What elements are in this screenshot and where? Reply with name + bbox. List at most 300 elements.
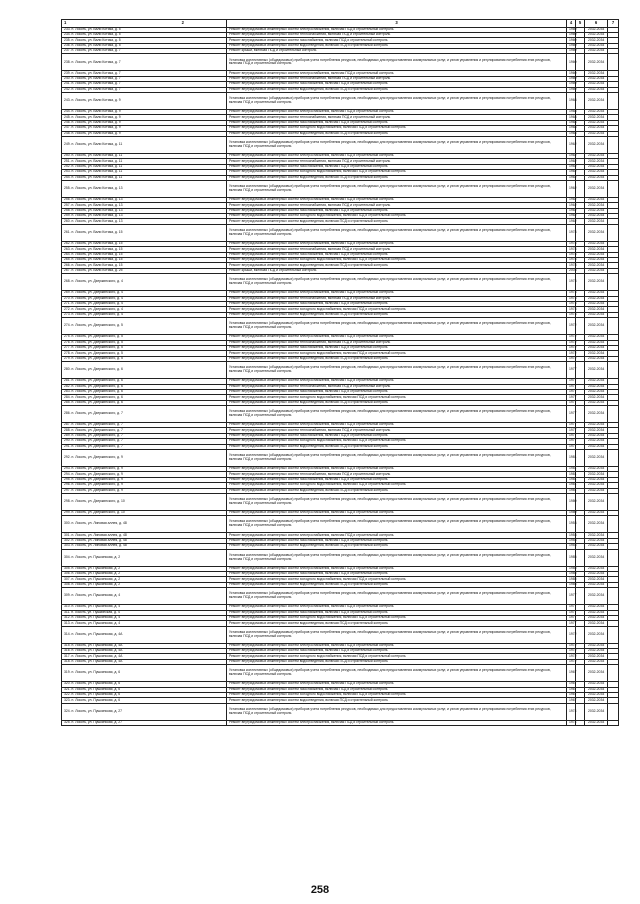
year-cell: 1953 [567,544,576,549]
year-cell: 1978 [567,247,576,252]
table-row [62,549,619,566]
address-cell: 286. п. Локоть, ул. Дзержинского, д. 7 [62,406,227,423]
work-type-cell: Установка коллективных (общедомовых) приборов учета потребления ресурсов, необходимых для предоставления коммунальных услуг, и узлов управления и регулирования потребления этих ресурсов, включая ПСД и строительный контроль [227,493,567,510]
address-cell: 235. п. Локоть, ул. Вали Котика, д. 5 [62,38,227,43]
work-type-cell: Ремонт внутридомовых инженерных систем электроснабжения, включая ПСД и строительный контроль [227,605,567,610]
period-cell: 2032-2034 [585,76,608,81]
address-cell: 304. п. Локоть, ул. Пушкинская, д. 2 [62,549,227,566]
work-type-cell: Ремонт внутридомовых инженерных систем электроснабжения, включая ПСД и строительный контроль [227,682,567,687]
table-body [62,27,619,726]
work-type-cell: Установка коллективных (общедомовых) приборов учета потребления ресурсов, необходимых для предоставления коммунальных услуг, и узлов управления и регулирования потребления этих ресурсов, включая ПСД и строительный контроль [227,274,567,291]
year-cell: 1974 [567,720,576,725]
table-row [62,54,619,71]
period-cell: 2032-2034 [585,472,608,477]
address-cell: 262. п. Локоть, ул. Вали Котика, д. 15 [62,241,227,246]
work-type-cell: Ремонт внутридомовых инженерных систем теплоснабжения, включая ПСД и строительный контроль [227,159,567,164]
work-type-cell: Ремонт внутридомовых инженерных систем электроснабжения, включая ПСД и строительный контроль [227,379,567,384]
work-type-cell: Ремонт внутридомовых инженерных систем теплоснабжения, включая ПСД и строительный контроль [227,428,567,433]
work-type-cell: Установка коллективных (общедомовых) приборов учета потребления ресурсов, необходимых для предоставления коммунальных услуг, и узлов управления и регулирования потребления этих ресурсов, включая ПСД и строительный контроль [227,703,567,720]
work-type-cell: Ремонт внутридомовых инженерных систем газоснабжения, включая ПСД и строительный контроль [227,120,567,125]
address-cell: 264. п. Локоть, ул. Вали Котика, д. 15 [62,252,227,257]
address-cell: 289. п. Локоть, ул. Дзержинского, д. 7 [62,433,227,438]
year-cell: 1985 [567,571,576,576]
address-cell: 254. п. Локоть, ул. Вали Котика, д. 11 [62,175,227,180]
period-cell: 2032-2034 [585,582,608,587]
year-cell: 1972 [567,351,576,356]
period-cell: 2032-2034 [585,659,608,664]
table-row [62,665,619,682]
address-cell: 323. п. Локоть, ул. Пушкинская, д. 6 [62,698,227,703]
year-cell: 1967 [567,698,576,703]
period-cell: 2032-2034 [585,115,608,120]
work-type-cell: Ремонт внутридомовых инженерных систем водоотведения, включая ПСД и строительный контроль [227,698,567,703]
column-number-row [62,20,619,28]
year-cell: 1977 [567,605,576,610]
table-row [62,136,619,153]
year-cell: 1968 [567,110,576,115]
table-row [62,93,619,110]
address-cell: 303. п. Локоть, ул. Липовая аллея, д. 48 [62,544,227,549]
address-cell: 268. п. Локоть, ул. Дзержинского, д. 4 [62,274,227,291]
address-cell: 294. п. Локоть, ул. Дзержинского, д. 9 [62,472,227,477]
work-type-cell: Ремонт внутридомовых инженерных систем электроснабжения, включая ПСД и строительный контроль [227,533,567,538]
year-cell: 1960 [567,54,576,71]
year-cell: 2003 [567,268,576,273]
year-cell: 1980 [567,510,576,515]
address-cell: 308. п. Локоть, ул. Пушкинская, д. 2 [62,582,227,587]
work-type-cell: Ремонт внутридомовых инженерных систем водоотведения, включая ПСД и строительный контроль [227,312,567,317]
period-cell: 2032-2034 [585,219,608,224]
period-cell: 2032-2034 [585,379,608,384]
column-header: 3 [227,20,567,28]
year-cell: 1960 [567,38,576,43]
address-cell: 292. п. Локоть, ул. Дзержинского, д. 9 [62,450,227,467]
address-cell: 263. п. Локоть, ул. Вали Котика, д. 15 [62,247,227,252]
period-cell: 2032-2034 [585,665,608,682]
period-cell: 2032-2034 [585,643,608,648]
empty-cell [608,450,619,467]
work-type-cell: Ремонт внутридомовых инженерных систем водоотведения, включая ПСД и строительный контроль [227,400,567,405]
year-cell: 1972 [567,654,576,659]
year-cell: 1962 [567,219,576,224]
document-sheet [61,19,618,726]
period-cell: 2032-2034 [585,516,608,533]
year-cell: 1978 [567,263,576,268]
address-cell: 299. п. Локоть, ул. Дзержинского, д. 10 [62,510,227,515]
work-type-cell: Ремонт внутридомовых инженерных систем водоотведения, включая ПСД и строительный контроль [227,87,567,92]
period-cell: 2032-2034 [585,274,608,291]
year-cell: 1968 [567,126,576,131]
period-cell: 2032-2034 [585,307,608,312]
address-cell: 242. п. Локоть, ул. Вали Котика, д. 7 [62,87,227,92]
year-cell: 1981 [567,467,576,472]
address-cell: 260. п. Локоть, ул. Вали Котика, д. 13 [62,219,227,224]
period-cell: 2032-2034 [585,241,608,246]
column-header-2: 2 [181,20,184,26]
work-type-cell: Ремонт внутридомовых инженерных систем теплоснабжения, включая ПСД и строительный контроль [227,76,567,81]
year-cell: 1953 [567,533,576,538]
table-row [62,180,619,197]
work-type-cell: Установка коллективных (общедомовых) приборов учета потребления ресурсов, необходимых для предоставления коммунальных услуг, и узлов управления и регулирования потребления этих ресурсов, включая ПСД и строительный контроль [227,588,567,605]
period-cell: 2032-2034 [585,318,608,335]
address-cell: 284. п. Локоть, ул. Дзержинского, д. 6 [62,395,227,400]
address-cell: 283. п. Локоть, ул. Дзержинского, д. 6 [62,389,227,394]
work-type-cell: Ремонт внутридомовых инженерных систем холодного водоснабжения, включая ПСД и строительный контроль [227,258,567,263]
period-cell: 2032-2034 [585,87,608,92]
period-cell: 2032-2034 [585,626,608,643]
year-cell: 1953 [567,538,576,543]
year-cell: 1978 [567,241,576,246]
period-cell: 2032-2034 [585,247,608,252]
year-cell: 1967 [567,687,576,692]
address-cell: 243. п. Локоть, ул. Вали Котика, д. 9 [62,93,227,110]
address-cell: 244. п. Локоть, ул. Вали Котика, д. 9 [62,110,227,115]
address-cell: 277. п. Локоть, ул. Дзержинского, д. 5 [62,345,227,350]
year-cell: 1977 [567,610,576,615]
work-type-cell: Установка коллективных (общедомовых) приборов учета потребления ресурсов, необходимых для предоставления коммунальных услуг, и узлов управления и регулирования потребления этих ресурсов, включая ПСД и строительный контроль [227,54,567,71]
work-type-cell: Ремонт внутридомовых инженерных систем электроснабжения, включая ПСД и строительный контроль [227,291,567,296]
address-cell: 259. п. Локоть, ул. Вали Котика, д. 13 [62,214,227,219]
period-cell: 2032-2034 [585,477,608,482]
period-cell: 2032-2034 [585,720,608,725]
period-cell: 2032-2034 [585,510,608,515]
work-type-cell: Установка коллективных (общедомовых) приборов учета потребления ресурсов, необходимых для предоставления коммунальных услуг, и узлов управления и регулирования потребления этих ресурсов, включая ПСД и строительный контроль [227,516,567,533]
period-cell: 2032-2034 [585,682,608,687]
work-type-cell: Ремонт крыши, включая ПСД и строительный контроль [227,268,567,273]
year-cell: 1977 [567,384,576,389]
period-cell: 2032-2034 [585,450,608,467]
work-type-cell: Ремонт внутридомовых инженерных систем электроснабжения, включая ПСД и строительный контроль [227,335,567,340]
period-cell: 2032-2034 [585,345,608,350]
address-cell: 312. п. Локоть, ул. Пушкинская, д. 4 [62,615,227,620]
period-cell: 2032-2034 [585,27,608,32]
work-type-cell: Ремонт внутридомовых инженерных систем газоснабжения, включая ПСД и строительный контроль [227,433,567,438]
address-cell: 245. п. Локоть, ул. Вали Котика, д. 9 [62,115,227,120]
period-cell: 2032-2034 [585,433,608,438]
year-cell: 1981 [567,488,576,493]
address-cell: 238. п. Локоть, ул. Вали Котика, д. 7 [62,54,227,71]
work-type-cell: Ремонт внутридомовых инженерных систем электроснабжения, включая ПСД и строительный контроль [227,71,567,76]
year-cell: 1962 [567,170,576,175]
work-type-cell: Ремонт внутридомовых инженерных систем электроснабжения, включая ПСД и строительный контроль [227,197,567,202]
year-cell: 1967 [567,682,576,687]
period-cell: 2032-2034 [585,302,608,307]
year-cell: 1962 [567,159,576,164]
empty-cell [608,318,619,335]
address-cell: 279. п. Локоть, ул. Дзержинского, д. 5 [62,356,227,361]
work-type-cell: Ремонт внутридомовых инженерных систем холодного водоснабжения, включая ПСД и строительный контроль [227,395,567,400]
address-cell: 251. п. Локоть, ул. Вали Котика, д. 11 [62,159,227,164]
period-cell: 2032-2034 [585,428,608,433]
work-type-cell: Ремонт внутридомовых инженерных систем электроснабжения, включая ПСД и строительный контроль [227,566,567,571]
year-cell: 1985 [567,566,576,571]
work-type-cell: Ремонт внутридомовых инженерных систем теплоснабжения, включая ПСД и строительный контроль [227,340,567,345]
address-cell: 270. п. Локоть, ул. Дзержинского, д. 4 [62,296,227,301]
work-type-cell: Ремонт внутридомовых инженерных систем газоснабжения, включая ПСД и строительный контроль [227,571,567,576]
year-cell: 1978 [567,224,576,241]
period-cell: 2032-2034 [585,389,608,394]
period-cell: 2032-2034 [585,703,608,720]
year-cell: 1977 [567,588,576,605]
year-cell: 1972 [567,649,576,654]
period-cell: 2032-2034 [585,693,608,698]
period-cell: 2032-2034 [585,180,608,197]
year-cell: 1973 [567,274,576,291]
work-type-cell: Ремонт внутридомовых инженерных систем теплоснабжения, включая ПСД и строительный контроль [227,115,567,120]
work-type-cell: Ремонт внутридомовых инженерных систем электроснабжения, включая ПСД и строительный контроль [227,510,567,515]
year-cell: 1981 [567,483,576,488]
work-type-cell: Ремонт внутридомовых инженерных систем водоотведения, включая ПСД и строительный контроль [227,582,567,587]
address-cell: 309. п. Локоть, ул. Пушкинская, д. 4 [62,588,227,605]
work-type-cell: Ремонт внутридомовых инженерных систем холодного водоснабжения, включая ПСД и строительный контроль [227,126,567,131]
year-cell: 1972 [567,345,576,350]
address-cell: 269. п. Локоть, ул. Дзержинского, д. 4 [62,291,227,296]
address-cell: 306. п. Локоть, ул. Пушкинская, д. 2 [62,571,227,576]
period-cell: 2032-2034 [585,610,608,615]
period-cell: 2032-2034 [585,406,608,423]
empty-cell [608,224,619,241]
capital-repair-table [61,19,619,726]
year-cell: 1977 [567,423,576,428]
address-cell: 311. п. Локоть, ул. Пушкинская, д. 4 [62,610,227,615]
work-type-cell: Ремонт внутридомовых инженерных систем холодного водоснабжения, включая ПСД и строительный контроль [227,693,567,698]
address-cell: 258. п. Локоть, ул. Вали Котика, д. 13 [62,208,227,213]
period-cell: 2032-2034 [585,126,608,131]
address-cell: 276. п. Локоть, ул. Дзержинского, д. 5 [62,340,227,345]
empty-cell [608,274,619,291]
year-cell: 1972 [567,340,576,345]
work-type-cell: Ремонт внутридомовых инженерных систем холодного водоснабжения, включая ПСД и строительный контроль [227,577,567,582]
work-type-cell: Ремонт внутридомовых инженерных систем газоснабжения, включая ПСД и строительный контроль [227,82,567,87]
period-cell: 2032-2034 [585,356,608,361]
period-cell: 2032-2034 [585,615,608,620]
period-cell: 2032-2034 [585,120,608,125]
year-cell: 1968 [567,131,576,136]
address-cell: 272. п. Локоть, ул. Дзержинского, д. 4 [62,307,227,312]
work-type-cell: Ремонт внутридомовых инженерных систем электроснабжения, включая ПСД и строительный контроль [227,643,567,648]
address-cell: 257. п. Локоть, ул. Вали Котика, д. 13 [62,203,227,208]
period-cell: 2032-2034 [585,544,608,549]
address-cell: 325. п. Локоть, ул. Пушкинская, д. 27 [62,720,227,725]
address-cell: 278. п. Локоть, ул. Дзержинского, д. 5 [62,351,227,356]
year-cell: 1972 [567,659,576,664]
column-header: 4 [567,20,576,28]
address-cell: 233. п. Локоть, ул. Вали Котика, д. 5 [62,27,227,32]
address-cell: 307. п. Локоть, ул. Пушкинская, д. 2 [62,577,227,582]
year-cell: 1972 [567,318,576,335]
work-type-cell: Ремонт внутридомовых инженерных систем холодного водоснабжения, включая ПСД и строительный контроль [227,214,567,219]
year-cell: 1978 [567,258,576,263]
year-cell: 1977 [567,433,576,438]
work-type-cell: Ремонт внутридомовых инженерных систем электроснабжения, включая ПСД и строительный контроль [227,110,567,115]
period-cell: 2032-2034 [585,110,608,115]
work-type-cell: Ремонт внутридомовых инженерных систем газоснабжения, включая ПСД и строительный контроль [227,477,567,482]
work-type-cell: Установка коллективных (общедомовых) приборов учета потребления ресурсов, необходимых для предоставления коммунальных услуг, и узлов управления и регулирования потребления этих ресурсов, включая ПСД и строительный контроль [227,93,567,110]
year-cell: 1981 [567,472,576,477]
work-type-cell: Ремонт внутридомовых инженерных систем водоотведения, включая ПСД и строительный контроль [227,43,567,48]
period-cell: 2032-2034 [585,252,608,257]
address-cell: 291. п. Локоть, ул. Дзержинского, д. 7 [62,444,227,449]
empty-cell [608,136,619,153]
work-type-cell: Ремонт внутридомовых инженерных систем холодного водоснабжения, включая ПСД и строительный контроль [227,439,567,444]
address-cell: 252. п. Локоть, ул. Вали Котика, д. 11 [62,164,227,169]
year-cell: 1962 [567,136,576,153]
address-cell: 285. п. Локоть, ул. Дзержинского, д. 6 [62,400,227,405]
empty-cell [608,180,619,197]
period-cell: 2032-2034 [585,258,608,263]
empty-cell [608,588,619,605]
year-cell: 1977 [567,400,576,405]
work-type-cell: Ремонт внутридомовых инженерных систем электроснабжения, включая ПСД и строительный контроль [227,467,567,472]
year-cell: 1977 [567,406,576,423]
address-cell: 266. п. Локоть, ул. Вали Котика, д. 15 [62,263,227,268]
period-cell: 2032-2034 [585,395,608,400]
work-type-cell: Установка коллективных (общедомовых) приборов учета потребления ресурсов, необходимых для предоставления коммунальных услуг, и узлов управления и регулирования потребления этих ресурсов, включая ПСД и строительный контроль [227,406,567,423]
address-cell: 248. п. Локоть, ул. Вали Котика, д. 9 [62,131,227,136]
empty-cell [608,703,619,720]
year-cell: 1960 [567,49,576,54]
work-type-cell: Ремонт внутридомовых инженерных систем водоотведения, включая ПСД и строительный контроль [227,263,567,268]
year-cell: 1962 [567,175,576,180]
work-type-cell: Ремонт внутридомовых инженерных систем теплоснабжения, включая ПСД и строительный контроль [227,203,567,208]
year-cell: 1968 [567,115,576,120]
empty-cell [608,93,619,110]
period-cell: 2032-2034 [585,159,608,164]
work-type-cell: Ремонт внутридомовых инженерных систем газоснабжения, включая ПСД и строительный контроль [227,538,567,543]
table-row [62,274,619,291]
table-row [62,362,619,379]
period-cell: 2032-2034 [585,32,608,37]
period-cell: 2032-2034 [585,335,608,340]
year-cell: 1960 [567,82,576,87]
address-cell: 317. п. Локоть, ул. Пушкинская, д. 4А [62,654,227,659]
work-type-cell: Ремонт внутридомовых инженерных систем электроснабжения, включая ПСД и строительный контроль [227,423,567,428]
period-cell: 2032-2034 [585,566,608,571]
year-cell: 1977 [567,428,576,433]
table-row [62,516,619,533]
work-type-cell: Ремонт внутридомовых инженерных систем газоснабжения, включая ПСД и строительный контроль [227,687,567,692]
period-cell: 2032-2034 [585,268,608,273]
empty-cell [608,665,619,682]
work-type-cell: Ремонт внутридомовых инженерных систем холодного водоснабжения, включая ПСД и строительный контроль [227,170,567,175]
table-row [62,588,619,605]
address-cell: 298. п. Локоть, ул. Дзержинского, д. 10 [62,493,227,510]
year-cell: 1968 [567,120,576,125]
address-cell: 236. п. Локоть, ул. Вали Котика, д. 5 [62,43,227,48]
work-type-cell: Ремонт внутридомовых инженерных систем водоотведения, включая ПСД и строительный контроль [227,356,567,361]
period-cell: 2032-2034 [585,351,608,356]
period-cell: 2032-2034 [585,43,608,48]
table-row [62,493,619,510]
year-cell: 1968 [567,93,576,110]
work-type-cell: Ремонт внутридомовых инженерных систем электроснабжения, включая ПСД и строительный контроль [227,27,567,32]
work-type-cell: Ремонт внутридомовых инженерных систем газоснабжения, включая ПСД и строительный контроль [227,610,567,615]
empty-cell [608,54,619,71]
work-type-cell: Ремонт внутридомовых инженерных систем электроснабжения, включая ПСД и строительный контроль [227,153,567,158]
period-cell: 2032-2034 [585,439,608,444]
year-cell: 1977 [567,362,576,379]
work-type-cell: Установка коллективных (общедомовых) приборов учета потребления ресурсов, необходимых для предоставления коммунальных услуг, и узлов управления и регулирования потребления этих ресурсов, включая ПСД и строительный контроль [227,665,567,682]
work-type-cell: Ремонт внутридомовых инженерных систем холодного водоснабжения, включая ПСД и строительный контроль [227,615,567,620]
work-type-cell: Ремонт внутридомовых инженерных систем теплоснабжения, включая ПСД и строительный контроль [227,296,567,301]
period-cell: 2032-2034 [585,493,608,510]
period-cell: 2032-2034 [585,296,608,301]
period-cell: 2032-2034 [585,488,608,493]
column-header: 5 [576,20,585,28]
address-cell: 320. п. Локоть, ул. Пушкинская, д. 6 [62,682,227,687]
address-cell: 302. п. Локоть, ул. Липовая аллея, д. 48 [62,538,227,543]
table-row [62,720,619,725]
year-cell: 1972 [567,356,576,361]
year-cell: 1977 [567,389,576,394]
work-type-cell: Ремонт внутридомовых инженерных систем электроснабжения, включая ПСД и строительный контроль [227,241,567,246]
address-cell: 274. п. Локоть, ул. Дзержинского, д. 5 [62,318,227,335]
year-cell: 1973 [567,307,576,312]
address-cell: 249. п. Локоть, ул. Вали Котика, д. 11 [62,136,227,153]
address-cell: 250. п. Локоть, ул. Вали Котика, д. 11 [62,153,227,158]
work-type-cell: Ремонт внутридомовых инженерных систем водоотведения, включая ПСД и строительный контроль [227,175,567,180]
period-cell: 2032-2034 [585,533,608,538]
address-cell: 267. п. Локоть, ул. Вали Котика, д. 25 [62,268,227,273]
work-type-cell: Установка коллективных (общедомовых) приборов учета потребления ресурсов, необходимых для предоставления коммунальных услуг, и узлов управления и регулирования потребления этих ресурсов, включая ПСД и строительный контроль [227,180,567,197]
period-cell: 2032-2034 [585,197,608,202]
work-type-cell: Ремонт внутридомовых инженерных систем газоснабжения, включая ПСД и строительный контроль [227,164,567,169]
column-header: 1 2 [62,20,227,28]
address-cell: 296. п. Локоть, ул. Дзержинского, д. 9 [62,483,227,488]
year-cell: 1960 [567,43,576,48]
address-cell: 247. п. Локоть, ул. Вали Котика, д. 9 [62,126,227,131]
work-type-cell: Установка коллективных (общедомовых) приборов учета потребления ресурсов, необходимых для предоставления коммунальных услуг, и узлов управления и регулирования потребления этих ресурсов, включая ПСД и строительный контроль [227,224,567,241]
address-cell: 318. п. Локоть, ул. Пушкинская, д. 4А [62,659,227,664]
period-cell: 2032-2034 [585,654,608,659]
period-cell: 2032-2034 [585,577,608,582]
address-cell: 315. п. Локоть, ул. Пушкинская, д. 4А [62,643,227,648]
year-cell: 1962 [567,214,576,219]
period-cell: 2032-2034 [585,687,608,692]
period-cell: 2032-2034 [585,621,608,626]
address-cell: 319. п. Локоть, ул. Пушкинская, д. 6 [62,665,227,682]
period-cell: 2032-2034 [585,291,608,296]
year-cell: 1977 [567,395,576,400]
work-type-cell: Ремонт внутридомовых инженерных систем холодного водоснабжения, включая ПСД и строительный контроль [227,654,567,659]
work-type-cell: Ремонт внутридомовых инженерных систем водоотведения, включая ПСД и строительный контроль [227,659,567,664]
address-cell: 281. п. Локоть, ул. Дзержинского, д. 6 [62,379,227,384]
empty-cell [608,720,619,725]
year-cell: 1980 [567,493,576,510]
work-type-cell: Ремонт внутридомовых инженерных систем электроснабжения, включая ПСД и строительный контроль [227,720,567,725]
table-row [62,406,619,423]
period-cell: 2032-2034 [585,588,608,605]
empty-cell [608,362,619,379]
year-cell: 1972 [567,626,576,643]
address-cell: 287. п. Локоть, ул. Дзержинского, д. 7 [62,423,227,428]
year-cell: 1977 [567,621,576,626]
work-type-cell: Ремонт внутридомовых инженерных систем водоотведения, включая ПСД и строительный контроль [227,544,567,549]
year-cell: 1960 [567,76,576,81]
period-cell: 2032-2034 [585,483,608,488]
period-cell: 2032-2034 [585,340,608,345]
address-cell: 314. п. Локоть, ул. Пушкинская, д. 4А [62,626,227,643]
work-type-cell: Ремонт внутридомовых инженерных систем газоснабжения, включая ПСД и строительный контроль [227,345,567,350]
year-cell: 1981 [567,450,576,467]
period-cell: 2032-2034 [585,131,608,136]
year-cell: 1985 [567,549,576,566]
work-type-cell: Установка коллективных (общедомовых) приборов учета потребления ресурсов, необходимых для предоставления коммунальных услуг, и узлов управления и регулирования потребления этих ресурсов, включая ПСД и строительный контроль [227,549,567,566]
address-cell: 240. п. Локоть, ул. Вали Котика, д. 7 [62,76,227,81]
year-cell: 1974 [567,703,576,720]
address-cell: 253. п. Локоть, ул. Вали Котика, д. 11 [62,170,227,175]
work-type-cell: Установка коллективных (общедомовых) приборов учета потребления ресурсов, необходимых для предоставления коммунальных услуг, и узлов управления и регулирования потребления этих ресурсов, включая ПСД и строительный контроль [227,318,567,335]
